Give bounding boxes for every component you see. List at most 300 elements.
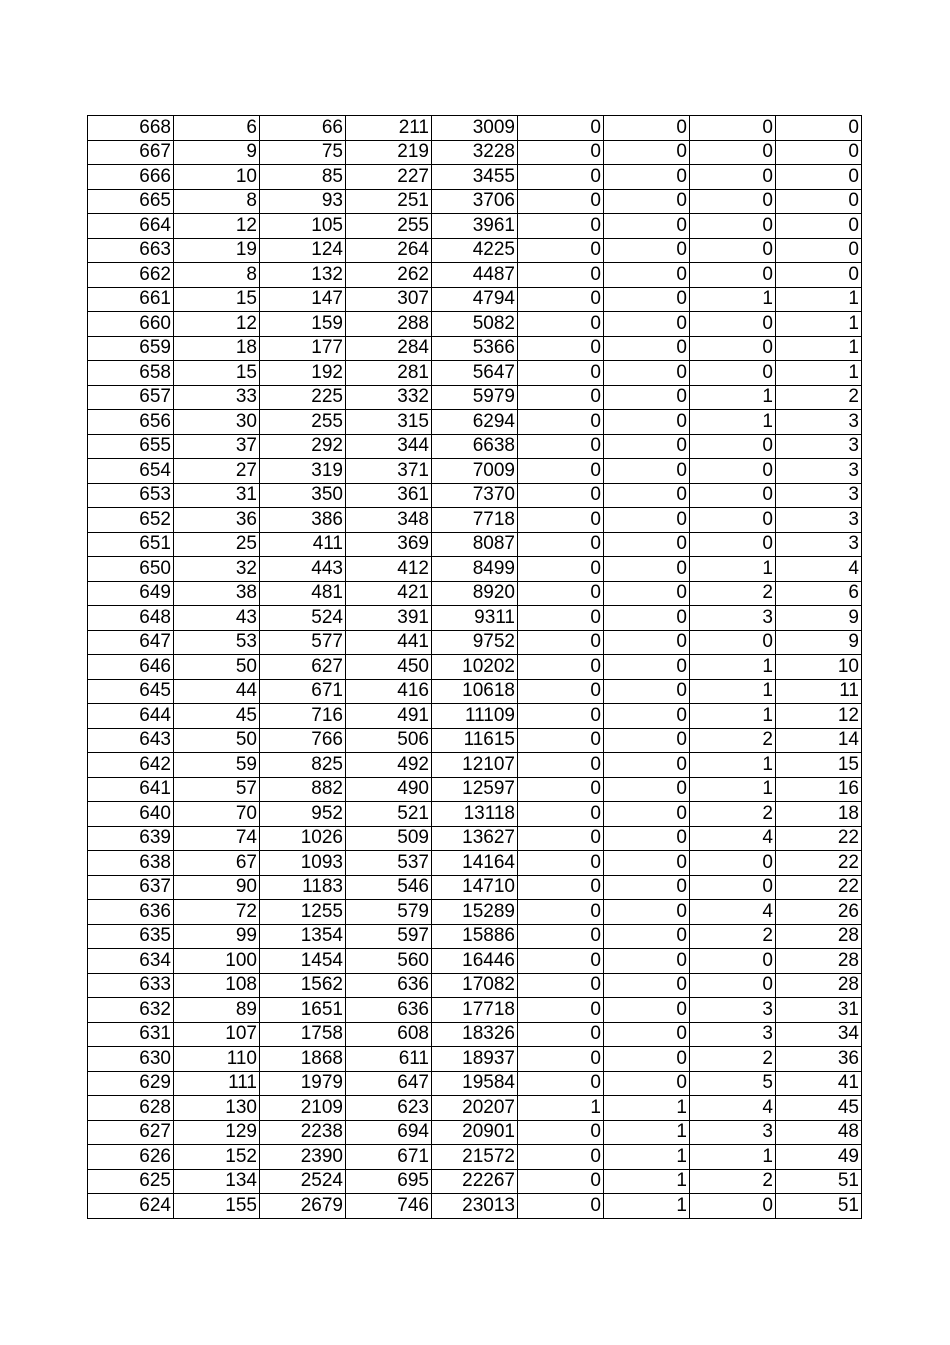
table-cell: 640: [88, 802, 174, 827]
table-cell: 2524: [260, 1169, 346, 1194]
table-cell: 1: [690, 287, 776, 312]
table-cell: 0: [604, 1071, 690, 1096]
table-row: [88, 459, 862, 484]
table-cell: 0: [518, 728, 604, 753]
table-cell: 72: [174, 900, 260, 925]
table-cell: 653: [88, 483, 174, 508]
table-cell: 49: [776, 1145, 862, 1170]
table-cell: 211: [346, 116, 432, 141]
table-cell: 3: [690, 998, 776, 1023]
table-cell: 0: [518, 704, 604, 729]
table-cell: 0: [604, 704, 690, 729]
table-cell: 579: [346, 900, 432, 925]
table-cell: 0: [518, 606, 604, 631]
table-cell: 0: [518, 998, 604, 1023]
table-cell: 1: [776, 361, 862, 386]
table-cell: 22267: [432, 1169, 518, 1194]
table-row: [88, 1096, 862, 1121]
table-cell: 3: [690, 1022, 776, 1047]
table-cell: 18326: [432, 1022, 518, 1047]
table-cell: 0: [518, 459, 604, 484]
table-cell: 30: [174, 410, 260, 435]
table-cell: 645: [88, 679, 174, 704]
table-cell: 661: [88, 287, 174, 312]
table-cell: 0: [604, 630, 690, 655]
table-cell: 1454: [260, 949, 346, 974]
table-row: [88, 189, 862, 214]
table-cell: 1: [690, 1145, 776, 1170]
table-cell: 85: [260, 165, 346, 190]
table-cell: 391: [346, 606, 432, 631]
table-cell: 560: [346, 949, 432, 974]
table-cell: 0: [518, 1047, 604, 1072]
table-cell: 1: [690, 704, 776, 729]
table-cell: 2390: [260, 1145, 346, 1170]
table-cell: 450: [346, 655, 432, 680]
table-row: [88, 361, 862, 386]
table-cell: 108: [174, 973, 260, 998]
table-cell: 9: [174, 140, 260, 165]
table-cell: 882: [260, 777, 346, 802]
table-cell: 657: [88, 385, 174, 410]
table-cell: 3961: [432, 214, 518, 239]
table-row: [88, 1022, 862, 1047]
table-cell: 1: [690, 410, 776, 435]
table-cell: 5: [690, 1071, 776, 1096]
table-cell: 6: [174, 116, 260, 141]
table-cell: 0: [518, 312, 604, 337]
table-cell: 0: [604, 189, 690, 214]
table-cell: 2109: [260, 1096, 346, 1121]
table-cell: 155: [174, 1194, 260, 1219]
table-row: [88, 287, 862, 312]
table-cell: 636: [88, 900, 174, 925]
table-cell: 10618: [432, 679, 518, 704]
table-cell: 0: [604, 263, 690, 288]
table-cell: 0: [518, 361, 604, 386]
table-row: [88, 949, 862, 974]
table-cell: 671: [260, 679, 346, 704]
table-cell: 57: [174, 777, 260, 802]
table-cell: 411: [260, 532, 346, 557]
table-cell: 631: [88, 1022, 174, 1047]
table-cell: 1: [776, 312, 862, 337]
table-row: [88, 238, 862, 263]
table-cell: 597: [346, 924, 432, 949]
table-cell: 638: [88, 851, 174, 876]
table-row: [88, 116, 862, 141]
table-row: [88, 557, 862, 582]
table-cell: 662: [88, 263, 174, 288]
table-cell: 0: [518, 900, 604, 925]
table-cell: 627: [260, 655, 346, 680]
table-cell: 626: [88, 1145, 174, 1170]
table-cell: 19584: [432, 1071, 518, 1096]
table-cell: 0: [604, 336, 690, 361]
table-cell: 667: [88, 140, 174, 165]
table-cell: 577: [260, 630, 346, 655]
table-cell: 12: [776, 704, 862, 729]
table-cell: 636: [346, 998, 432, 1023]
table-cell: 509: [346, 826, 432, 851]
table-row: [88, 851, 862, 876]
table-cell: 1562: [260, 973, 346, 998]
table-cell: 110: [174, 1047, 260, 1072]
table-row: [88, 508, 862, 533]
table-cell: 625: [88, 1169, 174, 1194]
table-cell: 656: [88, 410, 174, 435]
table-cell: 16446: [432, 949, 518, 974]
table-cell: 1: [604, 1169, 690, 1194]
table-cell: 18: [776, 802, 862, 827]
table-cell: 225: [260, 385, 346, 410]
table-cell: 0: [604, 606, 690, 631]
table-cell: 1: [690, 557, 776, 582]
table-cell: 93: [260, 189, 346, 214]
table-cell: 132: [260, 263, 346, 288]
table-cell: 8920: [432, 581, 518, 606]
table-cell: 0: [518, 116, 604, 141]
table-cell: 36: [174, 508, 260, 533]
table-cell: 1026: [260, 826, 346, 851]
table-row: [88, 973, 862, 998]
table-cell: 2: [690, 1047, 776, 1072]
table-cell: 665: [88, 189, 174, 214]
table-cell: 66: [260, 116, 346, 141]
table-cell: 22: [776, 875, 862, 900]
table-cell: 0: [518, 238, 604, 263]
table-cell: 0: [518, 777, 604, 802]
table-cell: 0: [604, 973, 690, 998]
table-cell: 48: [776, 1120, 862, 1145]
table-cell: 633: [88, 973, 174, 998]
table-cell: 8499: [432, 557, 518, 582]
table-cell: 51: [776, 1169, 862, 1194]
table-cell: 659: [88, 336, 174, 361]
table-cell: 521: [346, 802, 432, 827]
table-cell: 15886: [432, 924, 518, 949]
table-cell: 1: [776, 287, 862, 312]
table-cell: 0: [690, 238, 776, 263]
table-cell: 0: [604, 238, 690, 263]
table-cell: 4: [776, 557, 862, 582]
table-cell: 2: [690, 924, 776, 949]
table-cell: 107: [174, 1022, 260, 1047]
table-cell: 0: [518, 263, 604, 288]
table-cell: 23013: [432, 1194, 518, 1219]
table-cell: 746: [346, 1194, 432, 1219]
table-row: [88, 777, 862, 802]
table-row: [88, 1071, 862, 1096]
table-row: [88, 336, 862, 361]
table-cell: 36: [776, 1047, 862, 1072]
table-cell: 0: [518, 189, 604, 214]
table-cell: 1: [690, 385, 776, 410]
table-cell: 1255: [260, 900, 346, 925]
table-cell: 2238: [260, 1120, 346, 1145]
table-cell: 537: [346, 851, 432, 876]
table-cell: 251: [346, 189, 432, 214]
table-cell: 0: [604, 581, 690, 606]
table-cell: 0: [690, 851, 776, 876]
table-cell: 825: [260, 753, 346, 778]
table-cell: 1: [604, 1120, 690, 1145]
table-cell: 0: [690, 336, 776, 361]
table-cell: 0: [604, 1022, 690, 1047]
table-cell: 0: [604, 385, 690, 410]
table-cell: 31: [776, 998, 862, 1023]
table-row: [88, 753, 862, 778]
table-cell: 0: [604, 410, 690, 435]
table-row: [88, 312, 862, 337]
table-cell: 716: [260, 704, 346, 729]
table-cell: 0: [604, 434, 690, 459]
table-cell: 0: [690, 140, 776, 165]
table-cell: 3: [776, 434, 862, 459]
table-cell: 264: [346, 238, 432, 263]
table-cell: 7009: [432, 459, 518, 484]
table-cell: 0: [518, 214, 604, 239]
table-row: [88, 875, 862, 900]
table-cell: 26: [776, 900, 862, 925]
table-cell: 634: [88, 949, 174, 974]
table-cell: 0: [604, 998, 690, 1023]
table-cell: 7718: [432, 508, 518, 533]
table-row: [88, 1047, 862, 1072]
table-cell: 2679: [260, 1194, 346, 1219]
table-cell: 0: [604, 728, 690, 753]
table-cell: 0: [518, 434, 604, 459]
table-cell: 17718: [432, 998, 518, 1023]
table-row: [88, 998, 862, 1023]
table-row: [88, 826, 862, 851]
table-cell: 3: [776, 483, 862, 508]
table-cell: 0: [604, 140, 690, 165]
table-cell: 13118: [432, 802, 518, 827]
table-cell: 2: [690, 802, 776, 827]
table-cell: 0: [518, 1071, 604, 1096]
table-cell: 21572: [432, 1145, 518, 1170]
table-cell: 0: [604, 361, 690, 386]
table-cell: 0: [690, 630, 776, 655]
table-cell: 0: [518, 1145, 604, 1170]
table-cell: 11109: [432, 704, 518, 729]
table-cell: 3009: [432, 116, 518, 141]
table-cell: 70: [174, 802, 260, 827]
table-cell: 4: [690, 1096, 776, 1121]
table-cell: 3706: [432, 189, 518, 214]
table-cell: 624: [88, 1194, 174, 1219]
table-cell: 284: [346, 336, 432, 361]
table-cell: 28: [776, 924, 862, 949]
table-cell: 50: [174, 655, 260, 680]
table-cell: 608: [346, 1022, 432, 1047]
table-cell: 0: [518, 385, 604, 410]
table-row: [88, 385, 862, 410]
table-cell: 0: [604, 679, 690, 704]
table-cell: 4487: [432, 263, 518, 288]
table-cell: 630: [88, 1047, 174, 1072]
table-cell: 5082: [432, 312, 518, 337]
table-cell: 227: [346, 165, 432, 190]
table-cell: 350: [260, 483, 346, 508]
table-cell: 27: [174, 459, 260, 484]
table-cell: 0: [518, 1169, 604, 1194]
table-cell: 134: [174, 1169, 260, 1194]
table-cell: 8: [174, 189, 260, 214]
table-row: [88, 581, 862, 606]
table-cell: 130: [174, 1096, 260, 1121]
table-cell: 1: [604, 1145, 690, 1170]
table-cell: 0: [604, 287, 690, 312]
table-cell: 45: [776, 1096, 862, 1121]
table-cell: 255: [260, 410, 346, 435]
table-row: [88, 532, 862, 557]
table-cell: 4794: [432, 287, 518, 312]
table-cell: 660: [88, 312, 174, 337]
table-cell: 25: [174, 532, 260, 557]
table-cell: 152: [174, 1145, 260, 1170]
table-cell: 14164: [432, 851, 518, 876]
table-cell: 0: [690, 459, 776, 484]
table-row: [88, 728, 862, 753]
table-cell: 0: [690, 116, 776, 141]
table-cell: 255: [346, 214, 432, 239]
table-cell: 647: [346, 1071, 432, 1096]
table-cell: 668: [88, 116, 174, 141]
table-cell: 1: [690, 777, 776, 802]
table-cell: 2: [690, 728, 776, 753]
table-cell: 1758: [260, 1022, 346, 1047]
table-cell: 4225: [432, 238, 518, 263]
table-cell: 2: [690, 581, 776, 606]
table-cell: 288: [346, 312, 432, 337]
table-cell: 0: [518, 1194, 604, 1219]
table-cell: 663: [88, 238, 174, 263]
table-cell: 658: [88, 361, 174, 386]
table-cell: 652: [88, 508, 174, 533]
table-cell: 12597: [432, 777, 518, 802]
table-cell: 655: [88, 434, 174, 459]
table-cell: 0: [604, 165, 690, 190]
table-cell: 0: [518, 532, 604, 557]
table-cell: 0: [518, 655, 604, 680]
table-cell: 348: [346, 508, 432, 533]
table-cell: 416: [346, 679, 432, 704]
table-cell: 0: [518, 336, 604, 361]
table-cell: 766: [260, 728, 346, 753]
table-cell: 0: [604, 924, 690, 949]
table-cell: 666: [88, 165, 174, 190]
table-cell: 443: [260, 557, 346, 582]
table-cell: 635: [88, 924, 174, 949]
table-cell: 2: [776, 385, 862, 410]
table-cell: 129: [174, 1120, 260, 1145]
table-cell: 0: [604, 802, 690, 827]
table-cell: 12: [174, 312, 260, 337]
table-cell: 1093: [260, 851, 346, 876]
table-cell: 1979: [260, 1071, 346, 1096]
table-cell: 0: [518, 581, 604, 606]
table-cell: 14: [776, 728, 862, 753]
table-cell: 1354: [260, 924, 346, 949]
table-row: [88, 483, 862, 508]
table-cell: 0: [518, 1022, 604, 1047]
table-cell: 0: [518, 851, 604, 876]
table-cell: 34: [776, 1022, 862, 1047]
table-cell: 0: [776, 165, 862, 190]
table-cell: 9752: [432, 630, 518, 655]
table-row: [88, 802, 862, 827]
table-cell: 1: [604, 1096, 690, 1121]
table-cell: 281: [346, 361, 432, 386]
table-cell: 0: [518, 679, 604, 704]
table-cell: 0: [690, 361, 776, 386]
table-cell: 262: [346, 263, 432, 288]
table-cell: 100: [174, 949, 260, 974]
table-cell: 0: [776, 140, 862, 165]
table-cell: 627: [88, 1120, 174, 1145]
table-cell: 611: [346, 1047, 432, 1072]
table-cell: 0: [690, 875, 776, 900]
table-cell: 15289: [432, 900, 518, 925]
table-cell: 41: [776, 1071, 862, 1096]
table-cell: 124: [260, 238, 346, 263]
table-cell: 38: [174, 581, 260, 606]
table-cell: 0: [604, 214, 690, 239]
table-cell: 10202: [432, 655, 518, 680]
table-cell: 50: [174, 728, 260, 753]
table-cell: 639: [88, 826, 174, 851]
table-cell: 524: [260, 606, 346, 631]
table-row: [88, 434, 862, 459]
table-cell: 1: [690, 655, 776, 680]
table-cell: 0: [690, 165, 776, 190]
table-cell: 18: [174, 336, 260, 361]
table-cell: 22: [776, 826, 862, 851]
table-cell: 0: [518, 287, 604, 312]
score-table-body: [88, 116, 862, 1219]
table-cell: 0: [604, 312, 690, 337]
table-cell: 17082: [432, 973, 518, 998]
table-cell: 641: [88, 777, 174, 802]
table-cell: 6638: [432, 434, 518, 459]
table-cell: 90: [174, 875, 260, 900]
table-cell: 0: [690, 532, 776, 557]
table-cell: 0: [690, 189, 776, 214]
table-cell: 28: [776, 973, 862, 998]
table-cell: 15: [174, 287, 260, 312]
table-cell: 0: [518, 508, 604, 533]
table-cell: 192: [260, 361, 346, 386]
table-cell: 694: [346, 1120, 432, 1145]
table-cell: 292: [260, 434, 346, 459]
table-cell: 0: [604, 483, 690, 508]
table-cell: 441: [346, 630, 432, 655]
table-cell: 0: [690, 263, 776, 288]
table-cell: 654: [88, 459, 174, 484]
table-cell: 7370: [432, 483, 518, 508]
table-cell: 111: [174, 1071, 260, 1096]
table-row: [88, 410, 862, 435]
table-cell: 5647: [432, 361, 518, 386]
table-cell: 0: [518, 973, 604, 998]
table-cell: 1868: [260, 1047, 346, 1072]
table-cell: 0: [690, 1194, 776, 1219]
table-cell: 307: [346, 287, 432, 312]
table-cell: 642: [88, 753, 174, 778]
table-cell: 361: [346, 483, 432, 508]
